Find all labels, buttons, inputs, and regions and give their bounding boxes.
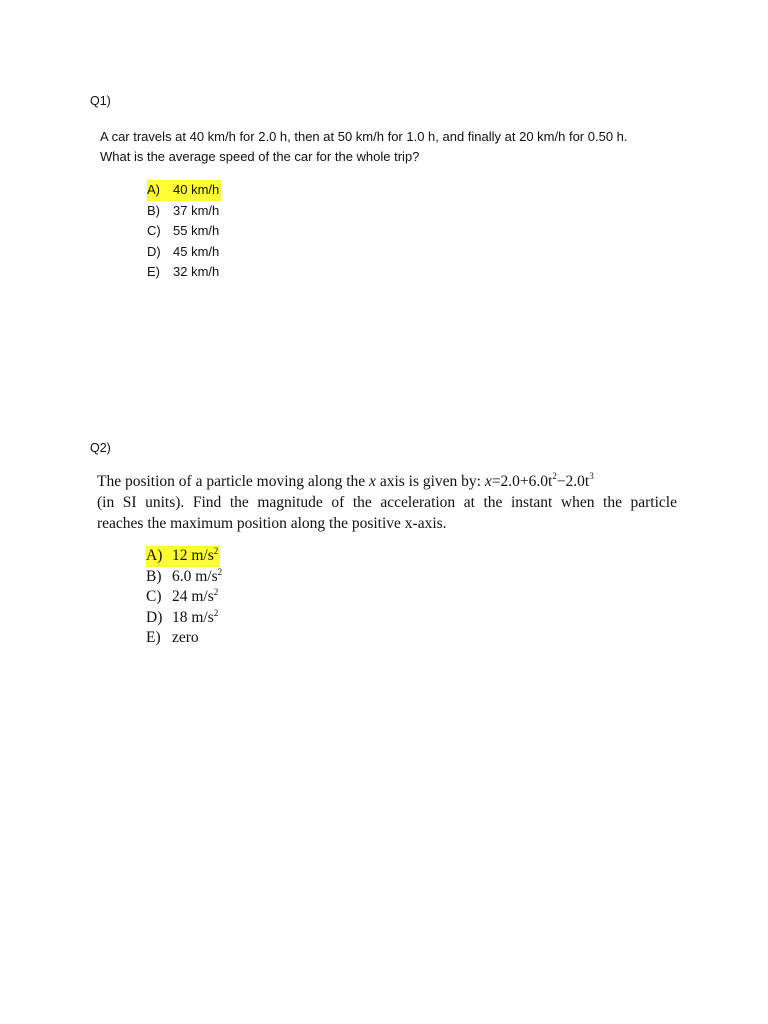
choice-letter: A) xyxy=(147,182,160,197)
choice-letter: C) xyxy=(146,588,162,605)
stem-text: The position of a particle moving along the xyxy=(97,473,366,490)
choice-text: 37 km/h xyxy=(173,202,220,218)
question-1-stem-line: A car travels at 40 km/h for 2.0 h, then at 50 km/h for 1.0 h, and finally at 20 km/h for 0.50 h. xyxy=(100,129,628,144)
equation-part: −2.0t xyxy=(556,473,590,490)
question-2-stem xyxy=(97,466,677,534)
choice-exponent: 2 xyxy=(217,566,223,577)
answer-highlight xyxy=(146,546,220,567)
choice-text: 32 km/h xyxy=(173,264,220,279)
choice-text: 45 km/h xyxy=(173,243,220,259)
choice-text: 18 m/s xyxy=(172,608,214,626)
question-1-stem xyxy=(100,127,690,167)
choice-letter: E) xyxy=(146,629,161,646)
question-2-stem-line xyxy=(97,466,677,492)
question-2-stem-line: reaches the maximum position along the positive x-axis. xyxy=(97,515,447,532)
equation-part: =2.0+6.0t xyxy=(491,473,553,490)
question-2-stem-line: (in SI units). Find the magnitude of the acceleration at the instant when the particle xyxy=(97,494,677,511)
question-1-choices xyxy=(147,180,221,283)
question-1-choice-c xyxy=(147,221,221,242)
question-2-choice-e xyxy=(146,628,222,649)
question-2-label: Q2) xyxy=(90,441,111,455)
answer-highlight xyxy=(147,180,221,201)
choice-text: zero xyxy=(172,629,199,646)
choice-letter: B) xyxy=(146,567,162,585)
question-2-choice-c xyxy=(146,587,222,608)
variable-x: x xyxy=(369,473,376,490)
question-2-choice-d xyxy=(146,608,222,629)
question-1-choice-b xyxy=(147,201,221,222)
equation-lhs: x xyxy=(484,473,492,490)
question-1-label: Q1) xyxy=(90,94,111,108)
question-2-choice-a xyxy=(146,546,222,567)
question-1-choice-a xyxy=(147,180,221,201)
choice-text: 6.0 m/s xyxy=(172,567,218,585)
question-1-choice-d xyxy=(147,242,221,263)
question-1-stem-line: What is the average speed of the car for the whole trip? xyxy=(100,149,420,164)
choice-exponent: 2 xyxy=(213,546,219,556)
choice-exponent: 2 xyxy=(213,607,219,618)
choice-letter: E) xyxy=(147,264,160,279)
choice-letter: D) xyxy=(146,608,163,626)
position-equation xyxy=(485,473,594,490)
choice-letter: A) xyxy=(146,547,163,564)
stem-text: axis is given by: xyxy=(379,473,481,490)
question-2-choice-b xyxy=(146,567,222,588)
choice-letter: D) xyxy=(147,243,161,259)
choice-text: 24 m/s xyxy=(172,588,214,605)
choice-letter: B) xyxy=(147,202,160,218)
equation-exponent: 3 xyxy=(589,471,594,481)
choice-text: 12 m/s xyxy=(172,547,214,564)
question-2-choices xyxy=(146,546,222,649)
choice-text: 55 km/h xyxy=(173,223,220,238)
question-1-choice-e xyxy=(147,262,221,283)
choice-text: 40 km/h xyxy=(173,182,220,197)
choice-letter: C) xyxy=(147,223,161,238)
equation-exponent: 2 xyxy=(552,471,557,481)
choice-exponent: 2 xyxy=(213,587,219,597)
